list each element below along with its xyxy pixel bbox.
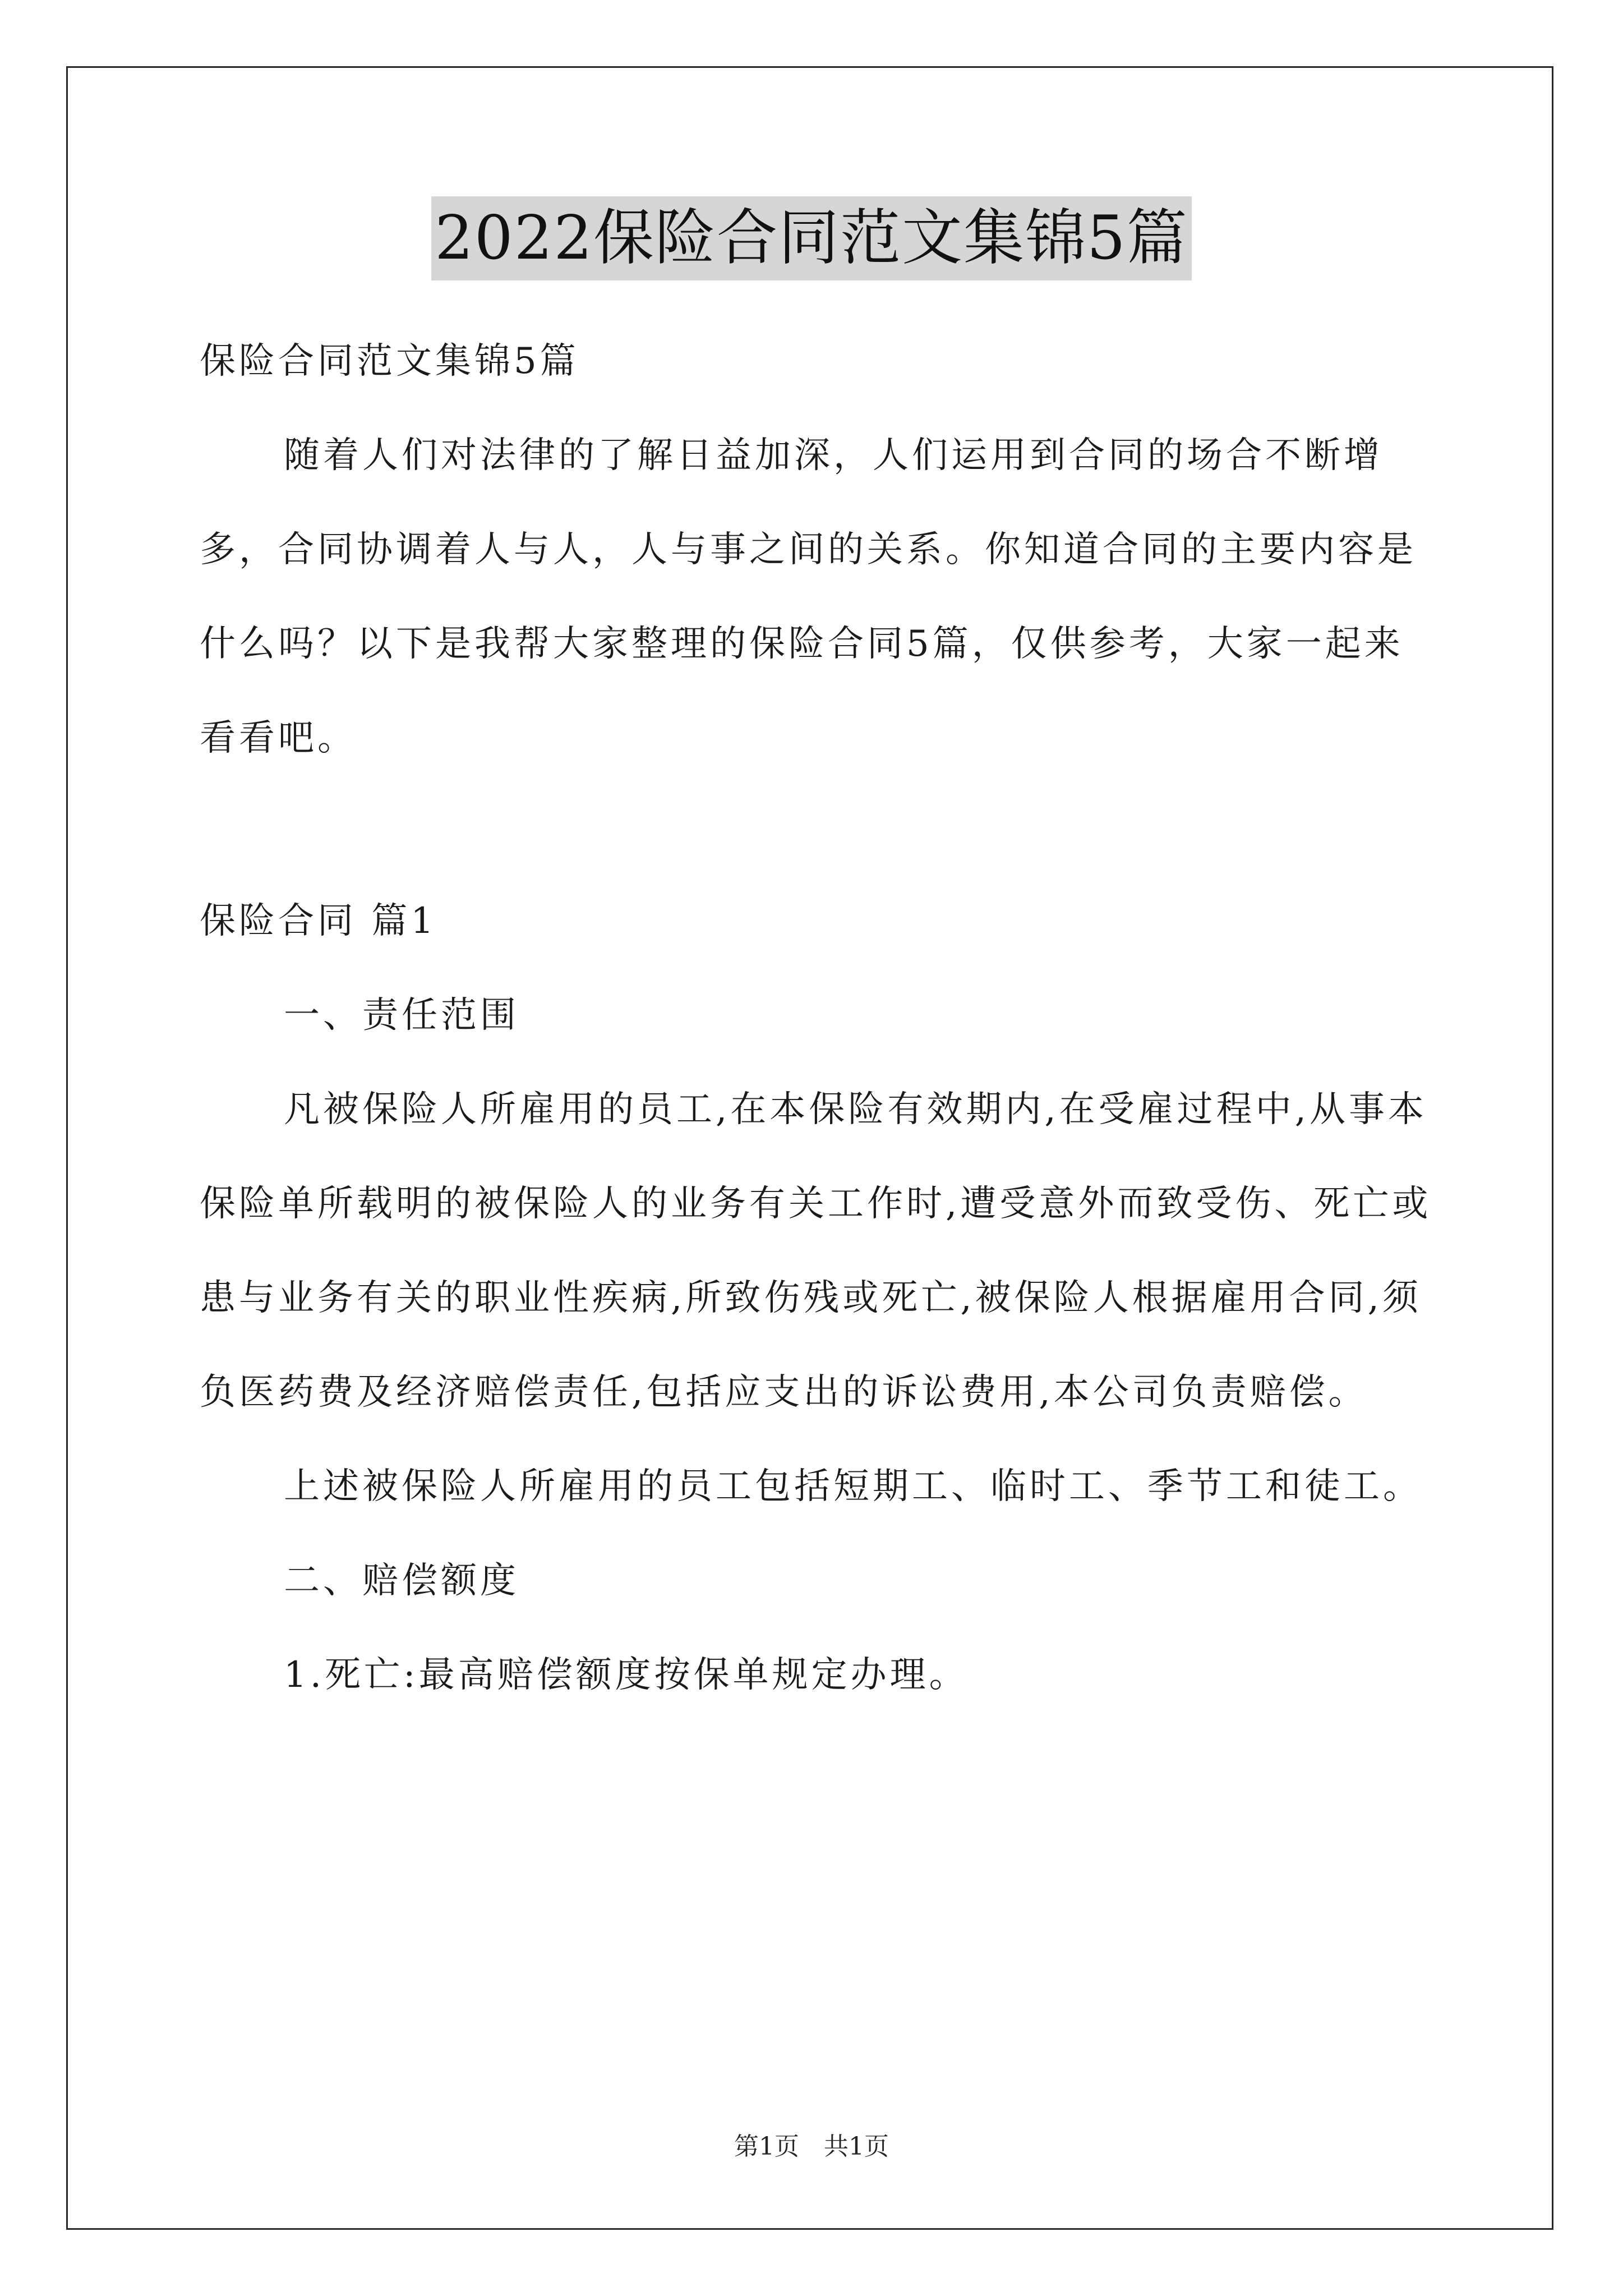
- page-footer: [0, 2126, 1623, 2162]
- paragraph-responsibility: 凡被保险人所雇用的员工,在本保险有效期内,在受雇过程中,从事本保险单所载明的被保险人的业务有关工作时,遭受意外而致受伤、死亡或患与业务有关的职业性疾病,所致伤残或死亡,被保险人根据雇用合同,须负医药费及经济赔偿责任,包括应支出的诉讼费用,本公司负责赔偿。: [200, 1089, 1432, 1413]
- page-number-current: 第1页: [734, 2132, 799, 2161]
- paragraph-employees: 上述被保险人所雇用的员工包括短期工、临时工、季节工和徒工。: [284, 1466, 1422, 1507]
- document-subtitle: 保险合同范文集锦5篇: [200, 341, 579, 382]
- heading-compensation-limit: 二、赔偿额度: [284, 1560, 519, 1602]
- title-container: [0, 196, 1623, 280]
- page-number-total: 共1页: [824, 2132, 889, 2161]
- paragraph-death-compensation: 1.死亡:最高赔偿额度按保单规定办理。: [284, 1654, 969, 1696]
- heading-responsibility-scope: 一、责任范围: [284, 995, 519, 1036]
- document-body: [200, 314, 1433, 1722]
- document-title: 2022保险合同范文集锦5篇: [431, 196, 1192, 280]
- section-heading: 保险合同 篇1: [200, 900, 437, 942]
- intro-paragraph: 随着人们对法律的了解日益加深，人们运用到合同的场合不断增多，合同协调着人与人，人与事之间的关系。你知道合同的主要内容是什么吗？以下是我帮大家整理的保险合同5篇，仅供参考，大家一起来看看吧。: [200, 435, 1417, 759]
- section-spacer: [200, 785, 1433, 874]
